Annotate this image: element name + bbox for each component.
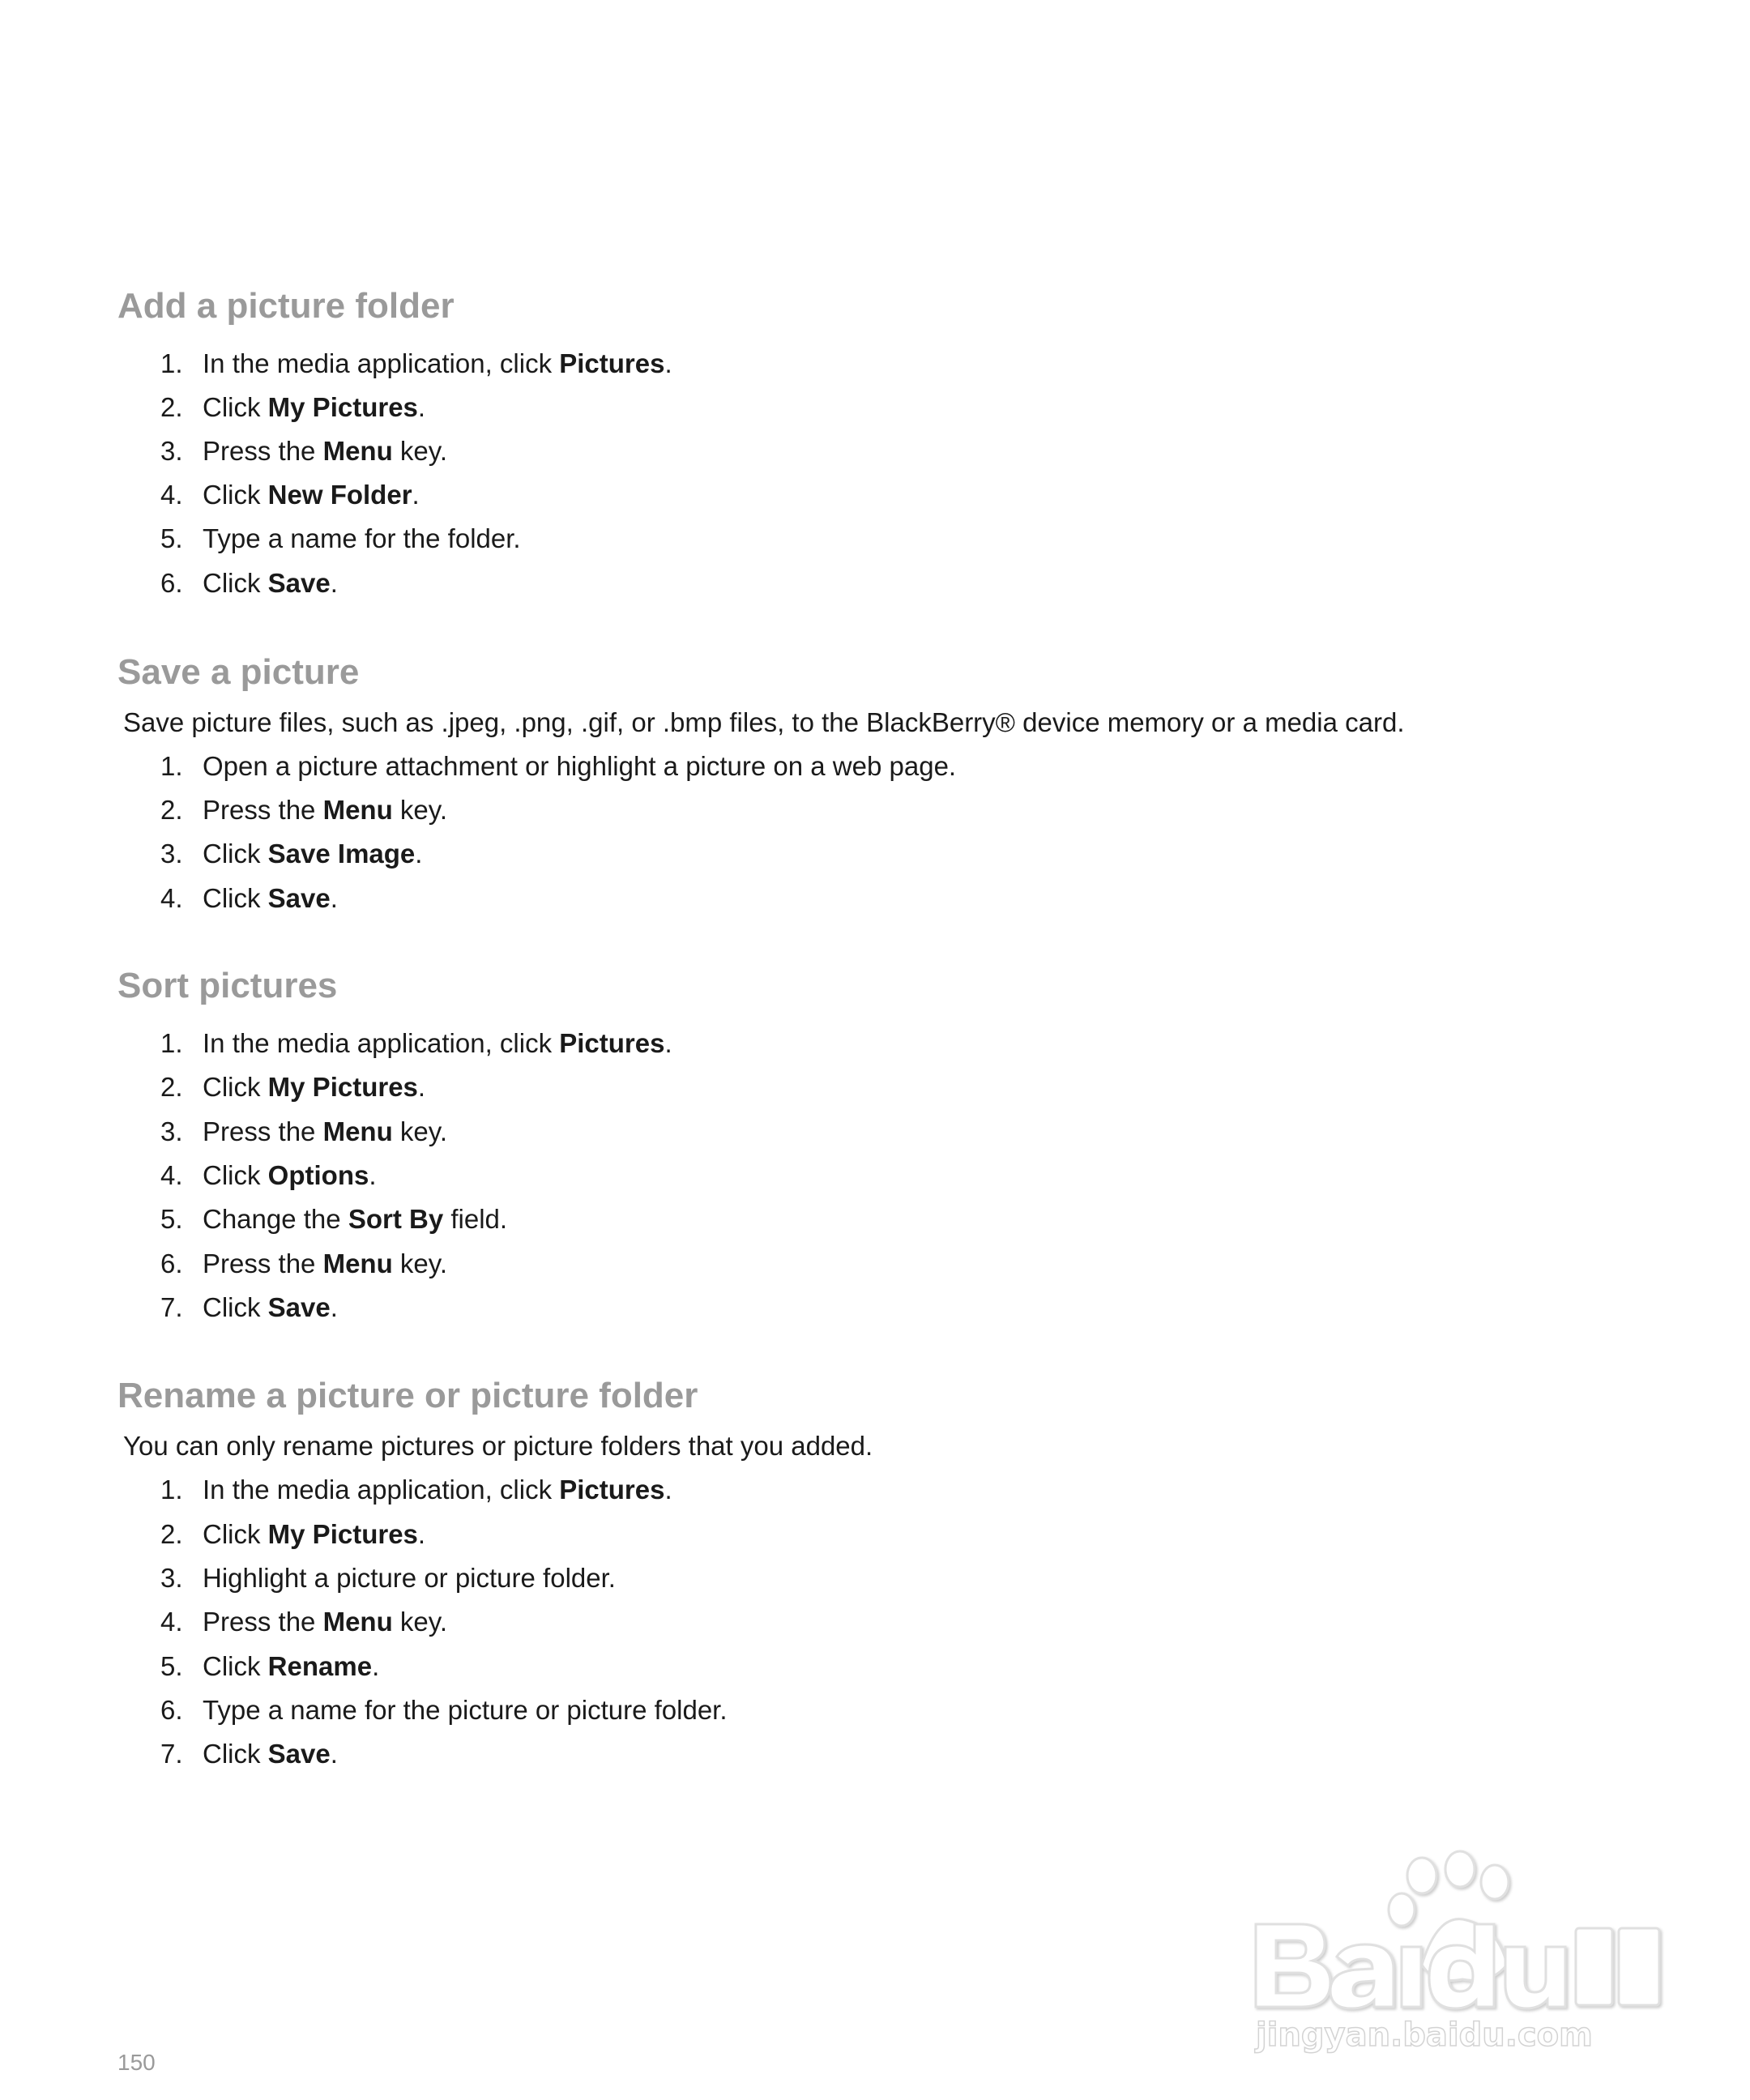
step-number: 6. bbox=[160, 568, 183, 598]
step-number: 2. bbox=[160, 1519, 183, 1549]
ui-term: My Pictures bbox=[267, 392, 418, 422]
ui-term: My Pictures bbox=[267, 1519, 418, 1549]
ui-term: My Pictures bbox=[267, 1072, 418, 1102]
ui-term: Menu bbox=[322, 1248, 393, 1278]
page-number: 150 bbox=[117, 2050, 156, 2075]
section-title: Sort pictures bbox=[117, 966, 338, 1005]
step-text: In the media application, click Pictures. bbox=[203, 1028, 672, 1058]
step-number: 1. bbox=[160, 751, 183, 781]
step-number: 5. bbox=[160, 523, 183, 553]
step-text: Click Rename. bbox=[203, 1651, 380, 1681]
step-text: Click Save. bbox=[203, 1292, 338, 1322]
section-title: Save a picture bbox=[117, 652, 360, 692]
step-text: Press the Menu key. bbox=[203, 1607, 447, 1637]
step-number: 5. bbox=[160, 1651, 183, 1681]
step-number: 2. bbox=[160, 392, 183, 422]
step-number: 6. bbox=[160, 1695, 183, 1725]
ui-term: Menu bbox=[322, 1607, 393, 1637]
ui-term: Save bbox=[267, 1292, 331, 1322]
step-text: Change the Sort By field. bbox=[203, 1204, 508, 1234]
step-text: Click Options. bbox=[203, 1160, 377, 1190]
ui-term: Menu bbox=[322, 795, 393, 825]
step-text: Click Save. bbox=[203, 568, 338, 598]
step-text: Click My Pictures. bbox=[203, 392, 426, 422]
step-number: 7. bbox=[160, 1292, 183, 1322]
step-text: Click Save. bbox=[203, 883, 338, 913]
step-text: Click Save Image. bbox=[203, 839, 423, 869]
step-text: Press the Menu key. bbox=[203, 1116, 447, 1146]
ui-term: Rename bbox=[267, 1651, 373, 1681]
step-text: Click My Pictures. bbox=[203, 1072, 426, 1102]
step-number: 3. bbox=[160, 1563, 183, 1593]
section-intro: You can only rename pictures or picture folders that you added. bbox=[123, 1431, 873, 1461]
step-text: In the media application, click Pictures. bbox=[203, 348, 672, 378]
ui-term: Menu bbox=[322, 1116, 393, 1146]
ui-term: Save Image bbox=[267, 839, 416, 869]
section-intro: Save picture files, such as .jpeg, .png, .gif, or .bmp files, to the BlackBerry® device memory or a media card. bbox=[123, 707, 1405, 737]
step-text: Open a picture attachment or highlight a picture on a web page. bbox=[203, 751, 957, 781]
step-text: Type a name for the folder. bbox=[203, 523, 521, 553]
ui-term: Options bbox=[267, 1160, 369, 1190]
step-number: 1. bbox=[160, 1028, 183, 1058]
step-number: 2. bbox=[160, 1072, 183, 1102]
ui-term: Save bbox=[267, 568, 331, 598]
step-number: 3. bbox=[160, 436, 183, 466]
step-number: 4. bbox=[160, 883, 183, 913]
ui-term: Pictures bbox=[559, 1028, 665, 1058]
step-text: Click Save. bbox=[203, 1739, 338, 1769]
ui-term: Menu bbox=[322, 436, 393, 466]
section-title: Add a picture folder bbox=[117, 286, 455, 326]
step-text: In the media application, click Pictures. bbox=[203, 1475, 672, 1505]
paw-icon bbox=[1248, 1843, 1669, 2054]
step-text: Highlight a picture or picture folder. bbox=[203, 1563, 616, 1593]
watermark-url: jingyan.baidu.com bbox=[1256, 2017, 1593, 2054]
baidu-jingyan-watermark bbox=[1248, 1843, 1669, 2054]
step-number: 1. bbox=[160, 1475, 183, 1505]
step-number: 3. bbox=[160, 1116, 183, 1146]
step-number: 4. bbox=[160, 1607, 183, 1637]
step-text: Press the Menu key. bbox=[203, 436, 447, 466]
ui-term: Pictures bbox=[559, 1475, 665, 1505]
ui-term: Save bbox=[267, 1739, 331, 1769]
step-text: Press the Menu key. bbox=[203, 1248, 447, 1278]
step-number: 4. bbox=[160, 1160, 183, 1190]
ui-term: Save bbox=[267, 883, 331, 913]
step-text: Type a name for the picture or picture folder. bbox=[203, 1695, 728, 1725]
ui-term: Sort By bbox=[348, 1204, 444, 1234]
step-number: 7. bbox=[160, 1739, 183, 1769]
ui-term: Pictures bbox=[559, 348, 665, 378]
step-number: 2. bbox=[160, 795, 183, 825]
ui-term: New Folder bbox=[267, 480, 412, 510]
step-number: 3. bbox=[160, 839, 183, 869]
step-text: Press the Menu key. bbox=[203, 795, 447, 825]
step-number: 4. bbox=[160, 480, 183, 510]
step-number: 5. bbox=[160, 1204, 183, 1234]
step-number: 6. bbox=[160, 1248, 183, 1278]
step-text: Click New Folder. bbox=[203, 480, 420, 510]
section-title: Rename a picture or picture folder bbox=[117, 1376, 698, 1415]
step-text: Click My Pictures. bbox=[203, 1519, 426, 1549]
step-number: 1. bbox=[160, 348, 183, 378]
